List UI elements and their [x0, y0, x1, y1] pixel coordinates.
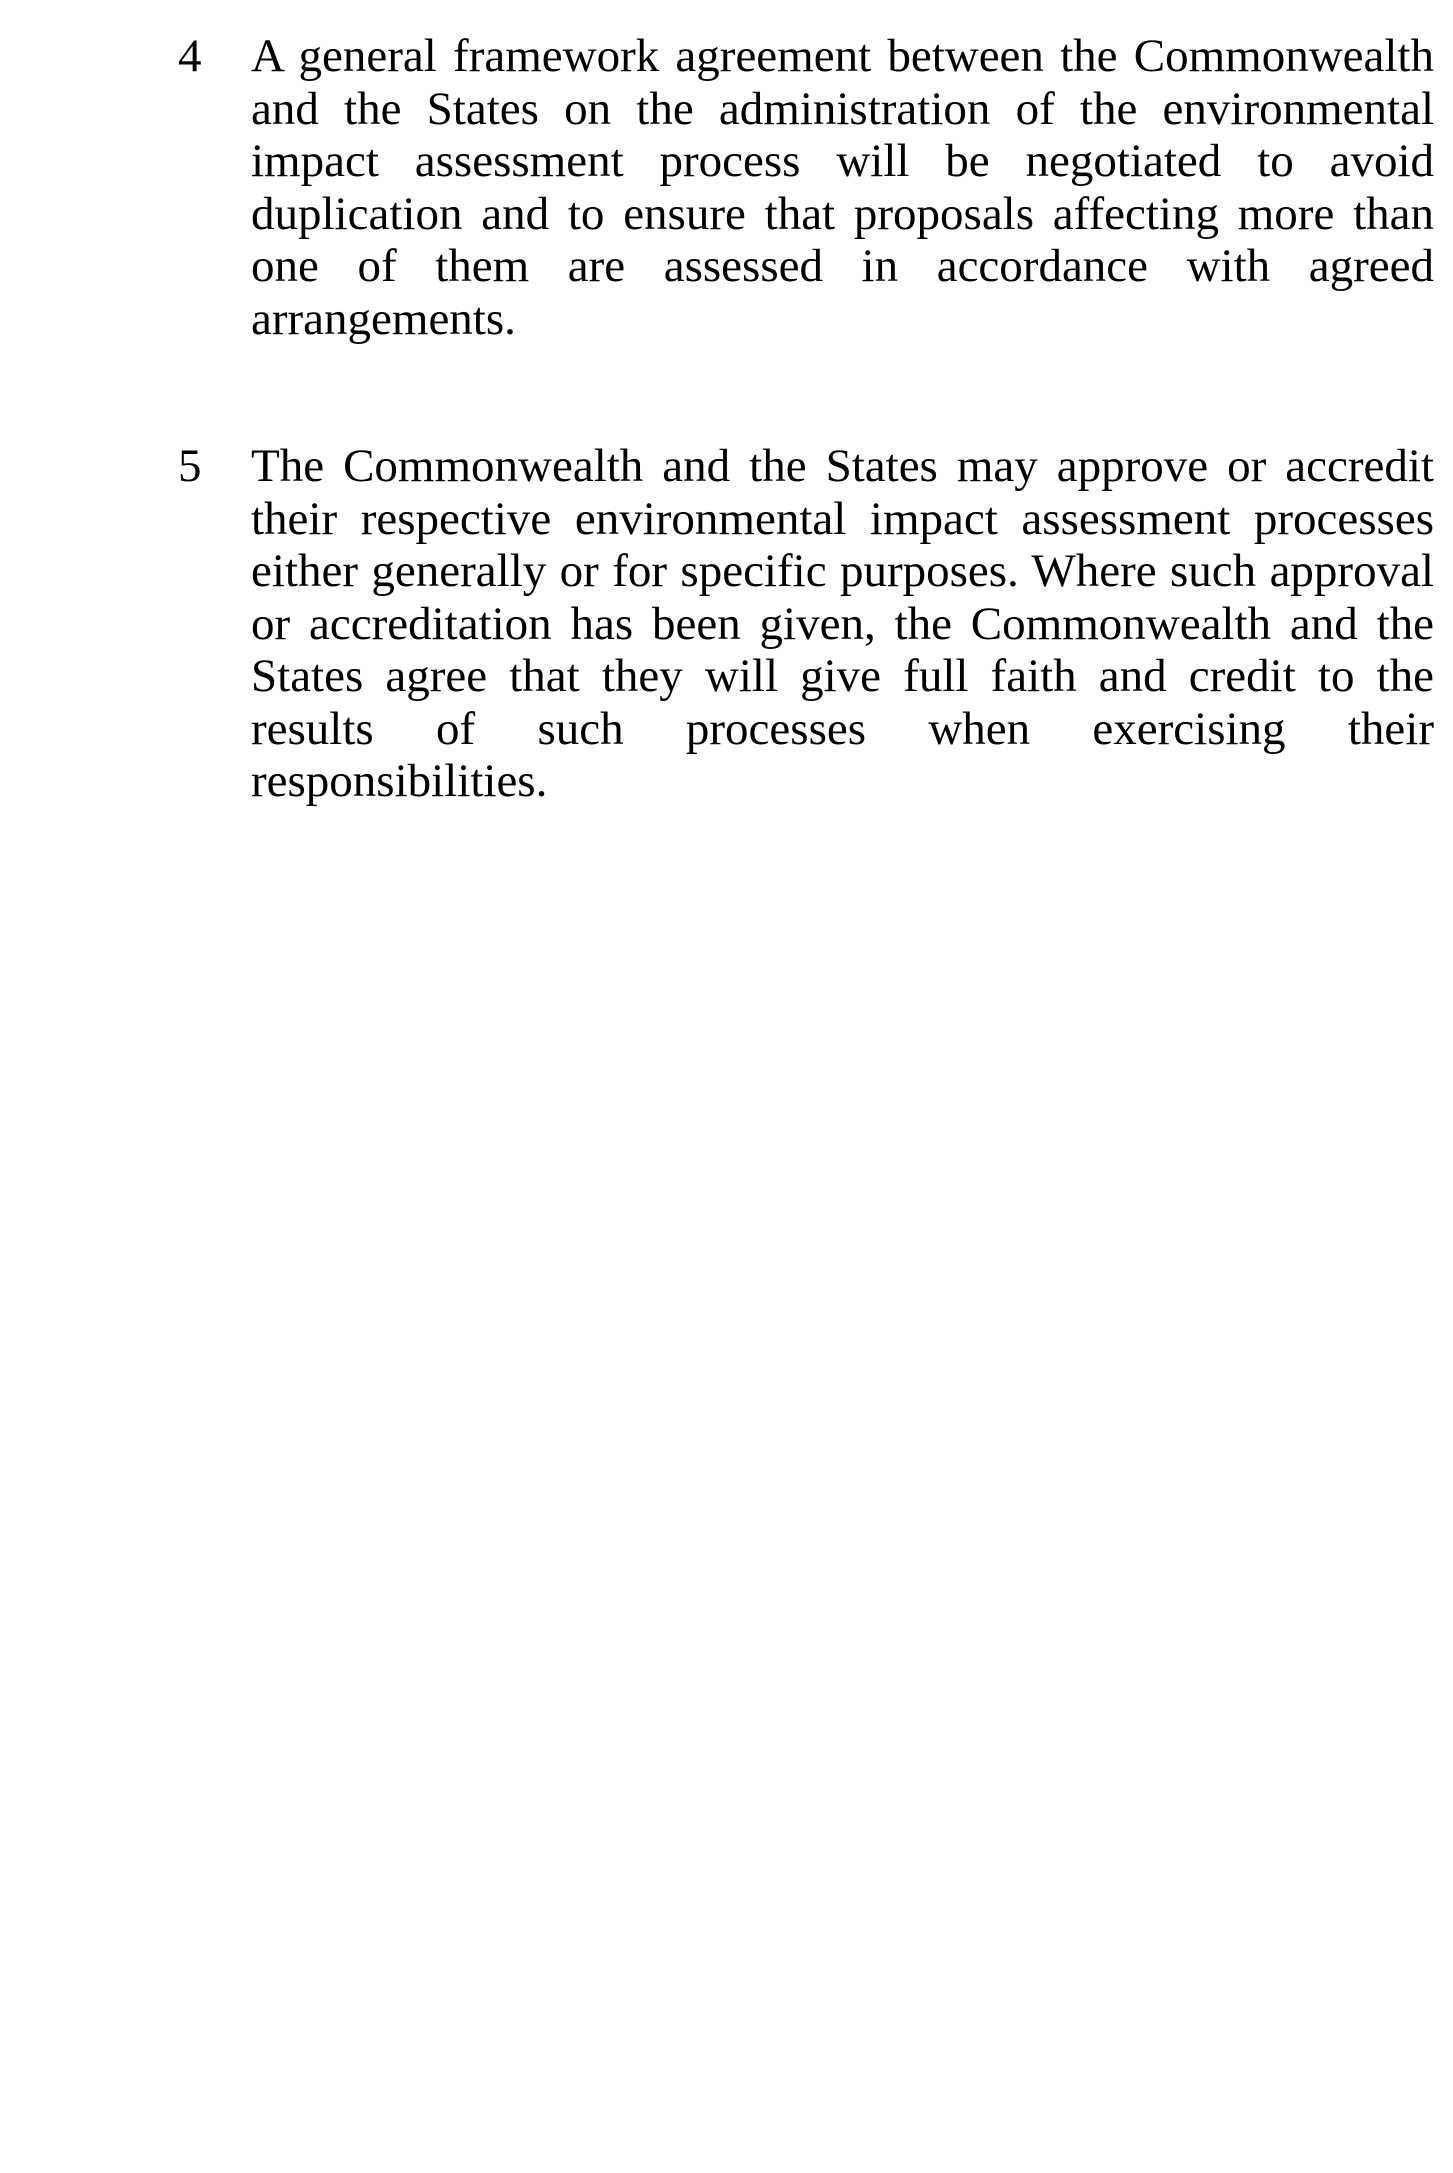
- clause-number: 5: [178, 440, 202, 492]
- clause-text: [251, 440, 1434, 808]
- text-line: and the States on the administration of the environmental: [251, 82, 1434, 135]
- text-line: impact assessment process will be negotiated to avoid: [251, 135, 1434, 187]
- text-line: States agree that they will give full faith and credit to the: [251, 650, 1434, 702]
- clause-text: [251, 30, 1434, 345]
- text-line: A general framework agreement between the Commonwealth: [251, 30, 1434, 82]
- text-line: results of such processes when exercising their: [251, 702, 1434, 755]
- text-line: responsibilities.: [251, 755, 548, 807]
- clause-number: 4: [178, 30, 202, 82]
- text-line: duplication and to ensure that proposals affecting more than: [251, 187, 1434, 240]
- text-line: their respective environmental impact assessment processes: [251, 492, 1434, 545]
- text-line: The Commonwealth and the States may approve or accredit: [251, 440, 1434, 492]
- text-line: or accreditation has been given, the Commonwealth and the: [251, 597, 1434, 650]
- text-line: either generally or for specific purposes. Where such approval: [251, 545, 1434, 597]
- text-line: arrangements.: [251, 292, 516, 345]
- text-line: one of them are assessed in accordance with agreed: [251, 240, 1434, 292]
